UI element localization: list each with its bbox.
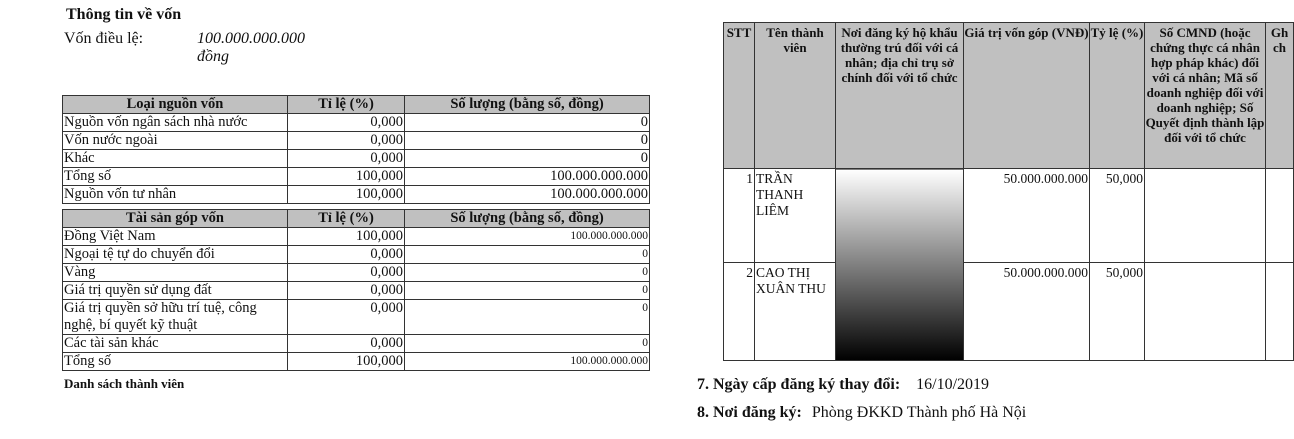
table-cell: Nguồn vốn ngân sách nhà nước	[63, 114, 288, 132]
address-redacted	[836, 169, 964, 361]
table-cell: 100.000.000.000	[405, 353, 650, 371]
column-header: Giá trị vốn góp (VNĐ)	[964, 23, 1090, 169]
column-header: Tên thành viên	[755, 23, 836, 169]
table-cell: 0,000	[288, 335, 405, 353]
column-header: Tài sản góp vốn	[63, 210, 288, 228]
table-row	[63, 246, 650, 264]
table-cell: 0	[405, 335, 650, 353]
table-row	[63, 228, 650, 246]
member-capital: 50.000.000.000	[964, 169, 1090, 263]
table-row	[63, 300, 650, 335]
table-cell: 0,000	[288, 114, 405, 132]
table-row	[63, 282, 650, 300]
member-note	[1266, 169, 1294, 263]
column-header: Tỉ lệ (%)	[288, 210, 405, 228]
table-cell: Các tài sản khác	[63, 335, 288, 353]
column-header: STT	[724, 23, 755, 169]
table-cell: Tổng số	[63, 168, 288, 186]
table-cell: 100,000	[288, 353, 405, 371]
table-cell: 0	[405, 300, 650, 335]
table-cell: Giá trị quyền sở hữu trí tuệ, công nghệ, bí quyết kỹ thuật	[63, 300, 288, 335]
charter-capital-label: Vốn điều lệ:	[64, 30, 144, 47]
table-cell: Tổng số	[63, 353, 288, 371]
column-header: Số CMND (hoặc chứng thực cá nhân hợp pháp khác) đối với cá nhân; Mã số doanh nghiệp đối với doanh nghiệp; Số Quyết định thành lập đối với tổ chức	[1145, 23, 1266, 169]
change-date-value: 16/10/2019	[916, 376, 990, 393]
table-cell: 0,000	[288, 150, 405, 168]
column-header: Số lượng (bằng số, đồng)	[405, 96, 650, 114]
table-cell: 0	[405, 132, 650, 150]
member-id-redacted	[1145, 263, 1266, 361]
table-cell: 0	[405, 282, 650, 300]
registry-label: 8. Nơi đăng ký:	[697, 404, 802, 421]
table-row	[724, 169, 1294, 263]
column-header: Tỷ lệ (%)	[1090, 23, 1145, 169]
table-cell: 100,000	[288, 228, 405, 246]
table-cell: Khác	[63, 150, 288, 168]
column-header: Nơi đăng ký hộ khẩu thường trú đối với cá nhân; địa chỉ trụ sở chính đối với tổ chức	[836, 23, 964, 169]
member-name: CAO THỊ XUÂN THU	[755, 263, 836, 361]
table-cell: 0,000	[288, 132, 405, 150]
table-cell: Vàng	[63, 264, 288, 282]
column-header: Gh ch	[1266, 23, 1294, 169]
table-cell: 0	[405, 246, 650, 264]
table-row	[63, 353, 650, 371]
change-date-line	[697, 376, 989, 394]
table-header-row	[724, 23, 1294, 169]
table-cell: 0	[405, 114, 650, 132]
capital-info-title: Thông tin về vốn	[66, 6, 182, 23]
member-ratio: 50,000	[1090, 169, 1145, 263]
member-list-heading: Danh sách thành viên	[64, 376, 185, 391]
table-row	[63, 132, 650, 150]
table-cell: 0,000	[288, 246, 405, 264]
table-cell: Vốn nước ngoài	[63, 132, 288, 150]
table-row	[63, 264, 650, 282]
column-header: Số lượng (bằng số, đồng)	[405, 210, 650, 228]
table-row	[63, 114, 650, 132]
table-row	[724, 263, 1294, 361]
member-note	[1266, 263, 1294, 361]
table-cell: Ngoại tệ tự do chuyển đổi	[63, 246, 288, 264]
table-cell: 0	[405, 150, 650, 168]
charter-capital-unit: đồng	[197, 48, 229, 65]
table-cell: 0,000	[288, 264, 405, 282]
table-cell: Nguồn vốn tư nhân	[63, 186, 288, 204]
charter-capital-amount: 100.000.000.000	[197, 30, 305, 47]
member-ratio: 50,000	[1090, 263, 1145, 361]
column-header: Tỉ lệ (%)	[288, 96, 405, 114]
capital-source-table	[62, 95, 650, 204]
registry-line	[697, 404, 1026, 422]
member-stt: 2	[724, 263, 755, 361]
table-cell: 0	[405, 264, 650, 282]
member-stt: 1	[724, 169, 755, 263]
table-row	[63, 335, 650, 353]
table-cell: 0,000	[288, 300, 405, 335]
table-cell: 0,000	[288, 282, 405, 300]
table-cell: 100,000	[288, 186, 405, 204]
table-header-row	[63, 96, 650, 114]
table-cell: 100,000	[288, 168, 405, 186]
member-table	[723, 22, 1294, 361]
charter-capital-value	[197, 30, 327, 66]
member-name: TRẦN THANH LIÊM	[755, 169, 836, 263]
table-cell: Giá trị quyền sử dụng đất	[63, 282, 288, 300]
table-cell: Đồng Việt Nam	[63, 228, 288, 246]
table-cell: 100.000.000.000	[405, 186, 650, 204]
table-row	[63, 150, 650, 168]
table-row	[63, 168, 650, 186]
change-date-label: 7. Ngày cấp đăng ký thay đổi:	[697, 376, 901, 393]
table-row	[63, 186, 650, 204]
table-cell: 100.000.000.000	[405, 168, 650, 186]
column-header: Loại nguồn vốn	[63, 96, 288, 114]
table-cell: 100.000.000.000	[405, 228, 650, 246]
table-header-row	[63, 210, 650, 228]
member-id-redacted	[1145, 169, 1266, 263]
registry-value: Phòng ĐKKD Thành phố Hà Nội	[811, 404, 1027, 421]
contributed-assets-table	[62, 209, 650, 371]
member-capital: 50.000.000.000	[964, 263, 1090, 361]
